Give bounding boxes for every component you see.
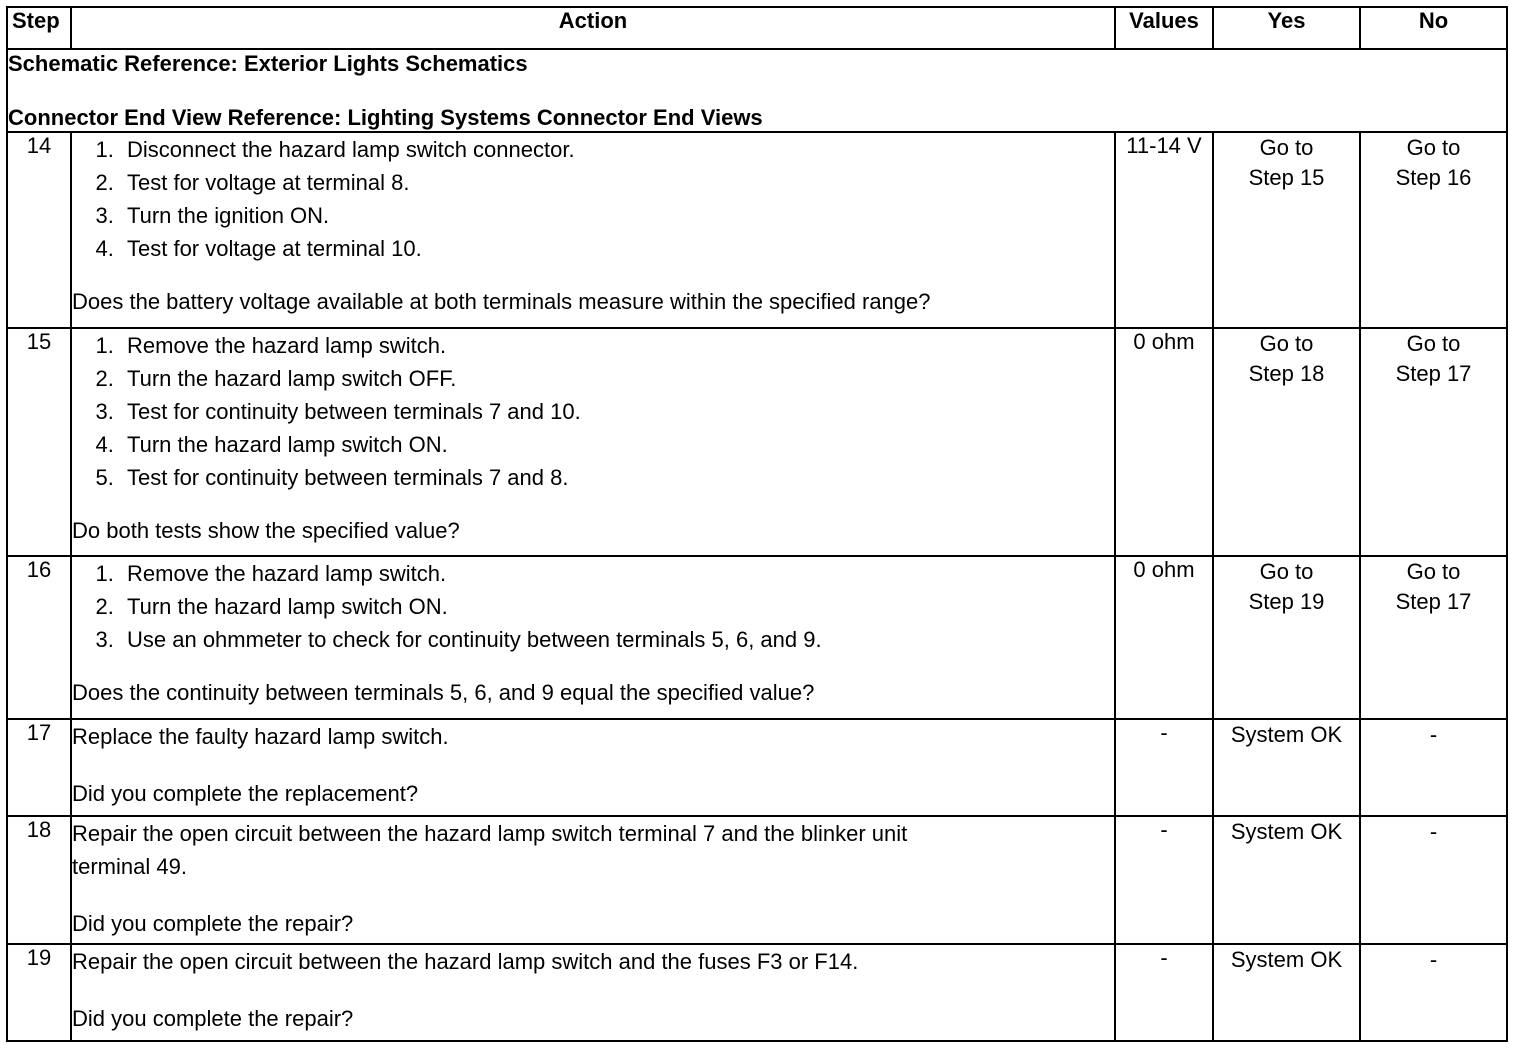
- table-row: [7, 132, 1507, 328]
- yes-line: Go to: [1259, 135, 1314, 160]
- no-cell: [1360, 719, 1507, 816]
- no-line: Go to: [1406, 135, 1461, 160]
- action-list: [72, 557, 1114, 656]
- no-cell: [1360, 944, 1507, 1041]
- header-step: Step: [7, 7, 71, 49]
- header-yes: Yes: [1213, 7, 1360, 49]
- action-question: Did you complete the replacement?: [72, 781, 419, 806]
- yes-line: System OK: [1230, 819, 1343, 844]
- values-cell: -: [1115, 944, 1213, 1041]
- step-number: 15: [7, 328, 71, 556]
- no-cell: [1360, 328, 1507, 556]
- table-row: [7, 944, 1507, 1041]
- action-cell: [71, 944, 1115, 1041]
- no-line: Step 16: [1395, 165, 1472, 190]
- action-question: Does the battery voltage available at both terminals measure within the specified range?: [72, 289, 931, 314]
- values-cell: 0 ohm: [1115, 328, 1213, 556]
- action-item: 2. Turn the hazard lamp switch OFF.: [120, 362, 1114, 395]
- action-cell: [71, 132, 1115, 328]
- no-line: Go to: [1406, 331, 1461, 356]
- header-values: Values: [1115, 7, 1213, 49]
- yes-line: Go to: [1259, 559, 1314, 584]
- action-text: Repair the open circuit between the hazard lamp switch terminal 7 and the blinker unit: [72, 821, 908, 846]
- yes-cell: [1213, 328, 1360, 556]
- action-item: 5. Test for continuity between terminals 7 and 8.: [120, 461, 1114, 494]
- step-number: 17: [7, 719, 71, 816]
- action-item: 1. Remove the hazard lamp switch.: [120, 557, 1114, 590]
- action-question: Did you complete the repair?: [72, 911, 354, 936]
- no-line: Step 17: [1395, 589, 1472, 614]
- action-item: 4. Turn the hazard lamp switch ON.: [120, 428, 1114, 461]
- action-cell: [71, 328, 1115, 556]
- table-row: [7, 816, 1507, 944]
- yes-line: Go to: [1259, 331, 1314, 356]
- table-row: [7, 556, 1507, 719]
- action-question: Do both tests show the specified value?: [72, 518, 460, 543]
- action-item: 3. Use an ohmmeter to check for continuity between terminals 5, 6, and 9.: [120, 623, 1114, 656]
- yes-cell: [1213, 816, 1360, 944]
- action-question: Did you complete the repair?: [72, 1006, 354, 1031]
- no-cell: [1360, 816, 1507, 944]
- action-item: 2. Turn the hazard lamp switch ON.: [120, 590, 1114, 623]
- step-number: 16: [7, 556, 71, 719]
- step-number: 19: [7, 944, 71, 1041]
- header-action: Action: [71, 7, 1115, 49]
- no-line: Go to: [1406, 559, 1461, 584]
- values-cell: -: [1115, 816, 1213, 944]
- action-text: Repair the open circuit between the hazard lamp switch and the fuses F3 or F14.: [72, 949, 859, 974]
- values-cell: 0 ohm: [1115, 556, 1213, 719]
- table-row: [7, 719, 1507, 816]
- action-list: [72, 133, 1114, 265]
- action-item: 3. Turn the ignition ON.: [120, 199, 1114, 232]
- yes-cell: [1213, 132, 1360, 328]
- reference-cell: [7, 49, 1507, 132]
- yes-line: System OK: [1230, 722, 1343, 747]
- yes-line: System OK: [1230, 947, 1343, 972]
- action-item: 1. Remove the hazard lamp switch.: [120, 329, 1114, 362]
- yes-cell: [1213, 556, 1360, 719]
- reference-row: [7, 49, 1507, 132]
- no-line: -: [1429, 819, 1438, 844]
- no-line: Step 17: [1395, 361, 1472, 386]
- yes-cell: [1213, 719, 1360, 816]
- action-list: [72, 329, 1114, 494]
- action-item: 1. Disconnect the hazard lamp switch connector.: [120, 133, 1114, 166]
- action-item: 4. Test for voltage at terminal 10.: [120, 232, 1114, 265]
- action-question: Does the continuity between terminals 5, 6, and 9 equal the specified value?: [72, 680, 815, 705]
- action-cell: [71, 719, 1115, 816]
- header-no: No: [1360, 7, 1507, 49]
- no-cell: [1360, 132, 1507, 328]
- yes-line: Step 15: [1248, 165, 1325, 190]
- step-number: 14: [7, 132, 71, 328]
- action-item: 2. Test for voltage at terminal 8.: [120, 166, 1114, 199]
- action-text: Replace the faulty hazard lamp switch.: [72, 724, 449, 749]
- action-cell: [71, 556, 1115, 719]
- action-item: 3. Test for continuity between terminals 7 and 10.: [120, 395, 1114, 428]
- yes-cell: [1213, 944, 1360, 1041]
- values-cell: 11-14 V: [1115, 132, 1213, 328]
- step-number: 18: [7, 816, 71, 944]
- header-row: [7, 7, 1507, 49]
- diagnostic-table: [6, 6, 1508, 1042]
- yes-line: Step 18: [1248, 361, 1325, 386]
- action-text: terminal 49.: [72, 854, 187, 879]
- connector-reference: Connector End View Reference: Lighting Systems Connector End Views: [8, 105, 763, 130]
- action-cell: [71, 816, 1115, 944]
- no-cell: [1360, 556, 1507, 719]
- yes-line: Step 19: [1248, 589, 1325, 614]
- table-row: [7, 328, 1507, 556]
- no-line: -: [1429, 722, 1438, 747]
- values-cell: -: [1115, 719, 1213, 816]
- no-line: -: [1429, 947, 1438, 972]
- schematic-reference: Schematic Reference: Exterior Lights Schematics: [8, 51, 528, 76]
